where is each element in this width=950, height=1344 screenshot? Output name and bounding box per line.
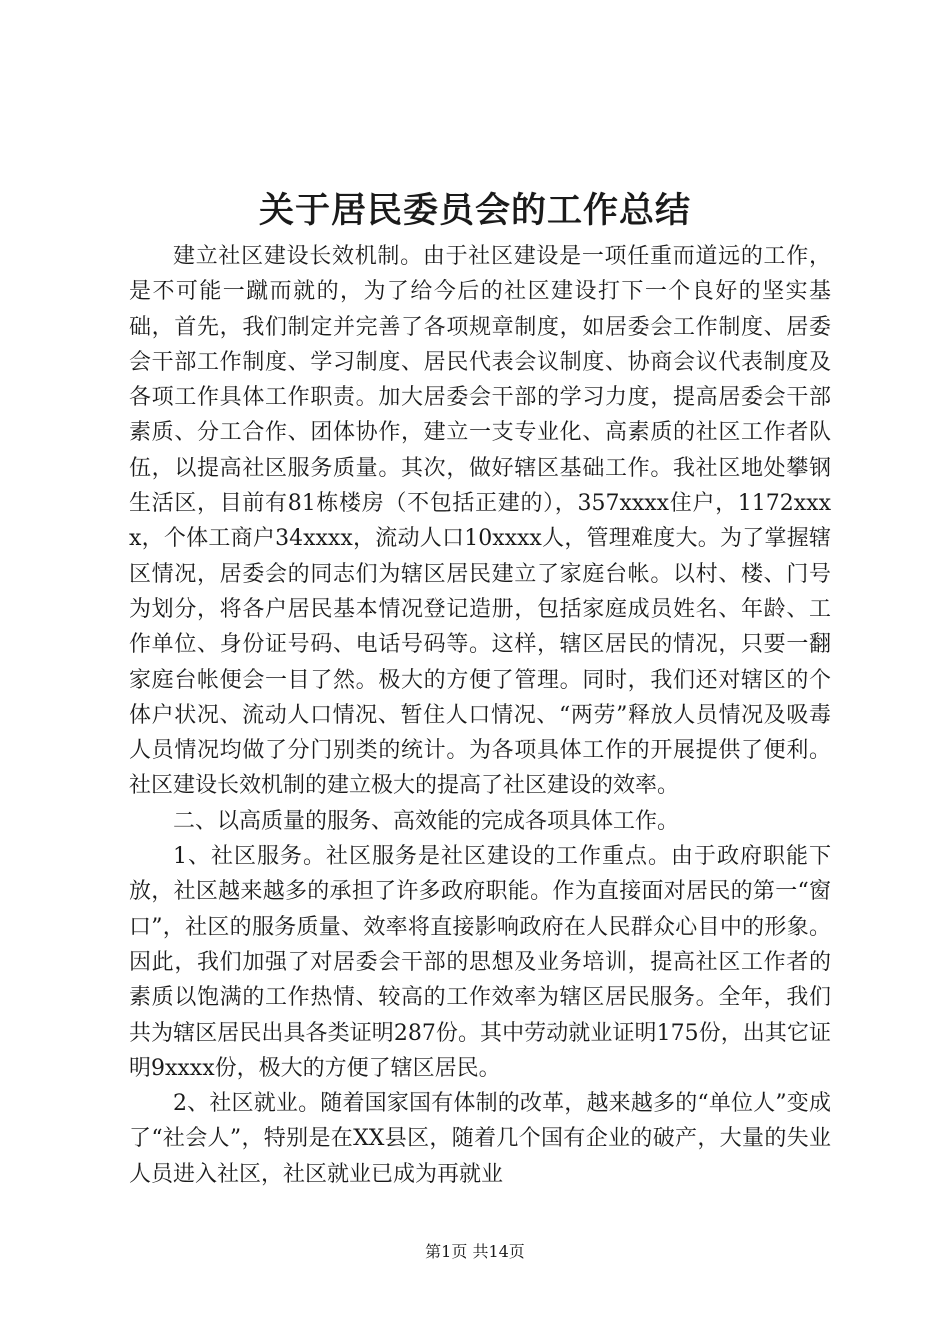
paragraph-2: 二、以高质量的服务、高效能的完成各项具体工作。 — [173, 808, 680, 834]
paragraph-1: 建立社区建设长效机制。由于社区建设是一项任重而道远的工作，是不可能一蹴而就的，为了给今后的社区建设打下一个良好的坚实基础，首先，我们制定并完善了各项规章制度，如居委会工作制度、居委会干部工作制度、学习制度、居民代表会议制度、协商会议代表制度及各项工作具体工作职责。加大居委会干部的学习力度，提高居委会干部素质、分工合作、团体协作，建立一支专业化、高素质的社区工作者队伍，以提高社区服务质量。其次，做好辖区基础工作。我社区地处攀钢生活区，目前有81栋楼房（不包括正建的），357xxxx住户，1172xxxx，个体工商户34xxxx，流动人口10xxxx人，管理难度大。为了掌握辖区情况，居委会的同志们为辖区居民建立了家庭台帐。以村、楼、门号为划分，将各户居民基本情况登记造册，包括家庭成员姓名、年龄、工作单位、身份证号码、电话号码等。这样，辖区居民的情况，只要一翻家庭台帐便会一目了然。极大的方便了管理。同时，我们还对辖区的个体户状况、流动人口情况、暂住人口情况、“两劳”释放人员情况及吸毒人员情况均做了分门别类的统计。为各项具体工作的开展提供了便利。社区建设长效机制的建立极大的提高了社区建设的效率。 — [129, 244, 831, 799]
paragraph-4: 2、社区就业。随着国家国有体制的改革，越来越多的“单位人”变成了“社会人”，特别是在XX县区，随着几个国有企业的破产，大量的失业人员进入社区，社区就业已成为再就业 — [129, 1091, 831, 1187]
paragraph-3: 1、社区服务。社区服务是社区建设的工作重点。由于政府职能下放，社区越来越多的承担了许多政府职能。作为直接面对居民的第一“窗口”，社区的服务质量、效率将直接影响政府在人民群众心目中的形象。因此，我们加强了对居委会干部的思想及业务培训，提高社区工作者的素质以饱满的工作热情、较高的工作效率为辖区居民服务。全年，我们共为辖区居民出具各类证明287份。其中劳动就业证明175份，出其它证明9xxxx份，极大的方便了辖区居民。 — [129, 844, 831, 1081]
document-body — [129, 239, 831, 1192]
page-footer: 第1页 共14页 — [425, 1242, 525, 1261]
page-title: 关于居民委员会的工作总结 — [258, 190, 691, 231]
